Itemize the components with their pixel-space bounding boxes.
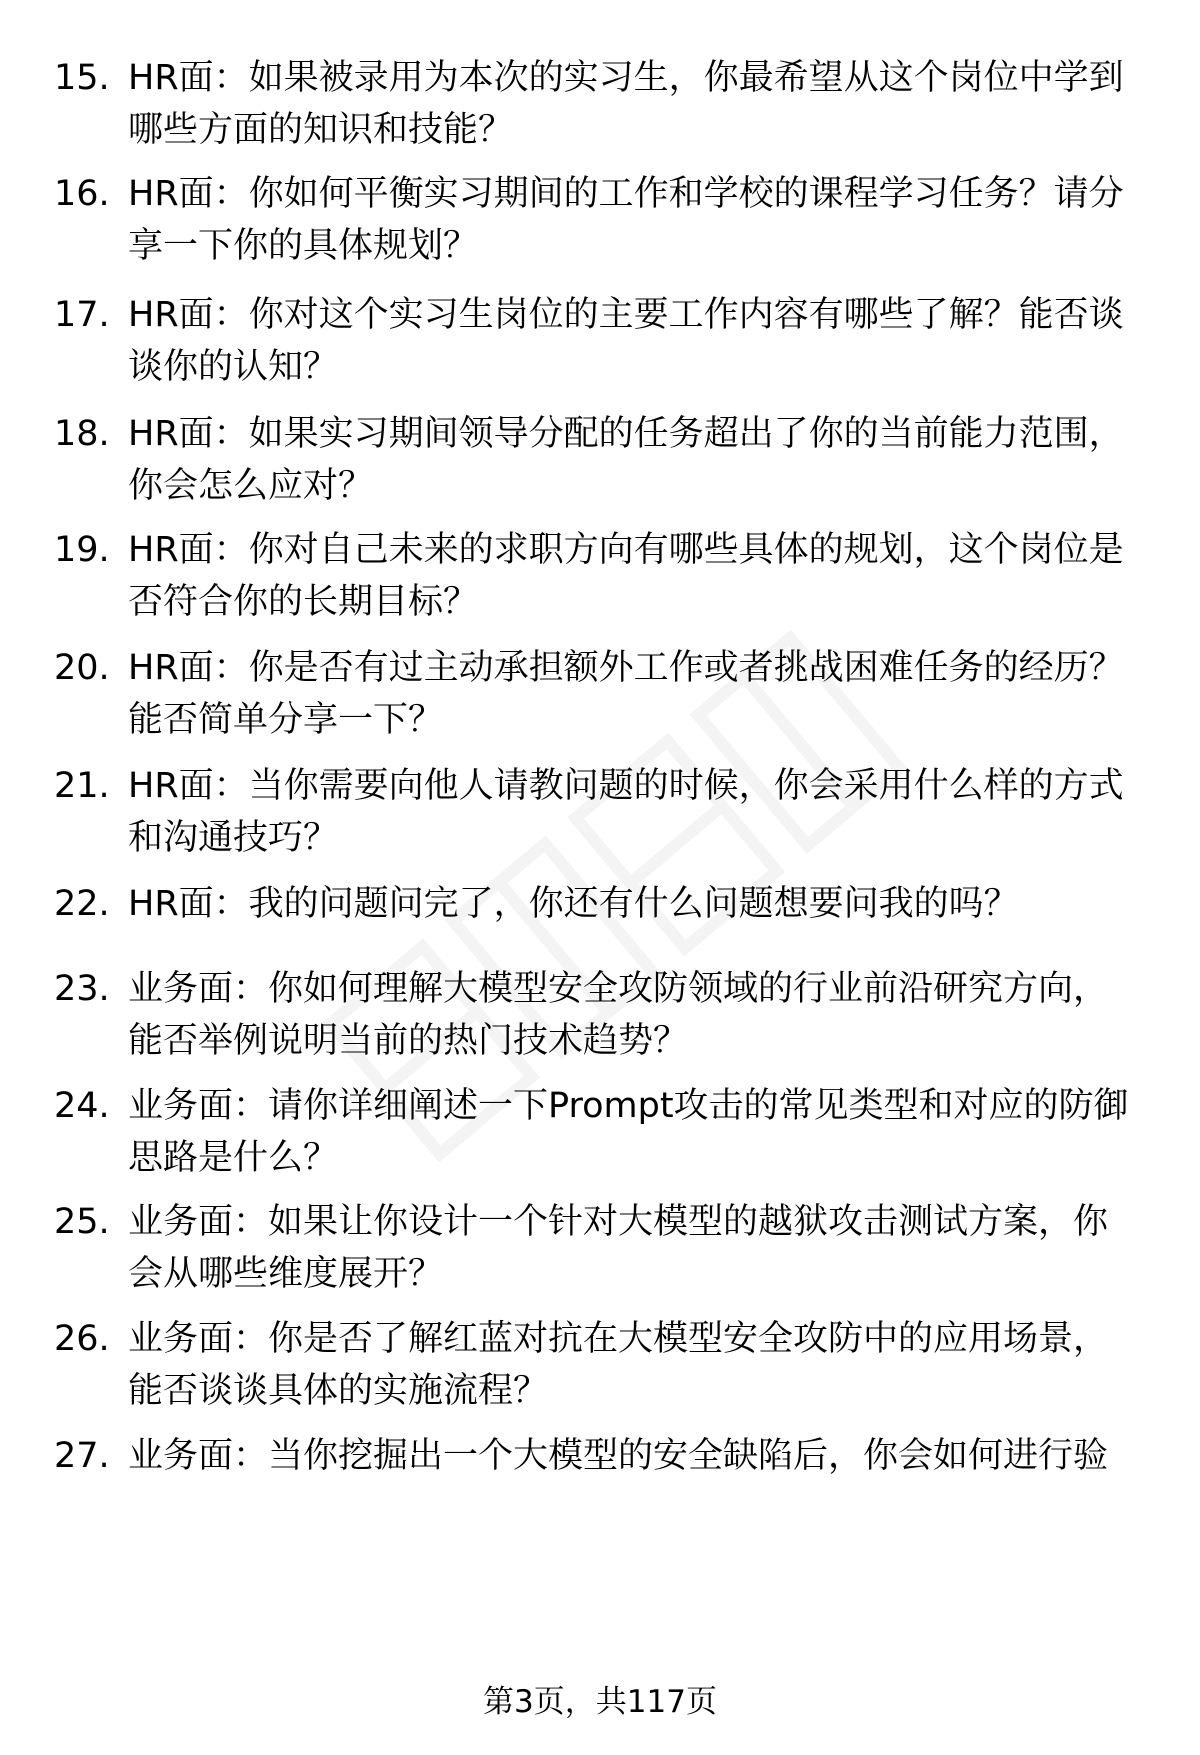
item-number: 27. (54, 1436, 110, 1476)
item-number: 19. (54, 530, 110, 570)
item-text: HR面：我的问题问完了，你还有什么问题想要问我的吗？ (128, 884, 1019, 924)
item-text: HR面：你对自己未来的求职方向有哪些具体的规划，这个岗位是 否符合你的长期目标？ (128, 530, 1124, 622)
item-text: 业务面：你是否了解红蓝对抗在大模型安全攻防中的应用场景， 能否谈谈具体的实施流程？ (128, 1319, 1109, 1411)
item-number: 25. (54, 1202, 110, 1242)
item-text: 业务面：你如何理解大模型安全攻防领域的行业前沿研究方向， 能否举例说明当前的热门技术趋势？ (128, 969, 1109, 1061)
item-number: 26. (54, 1319, 110, 1359)
item-number: 20. (54, 648, 110, 688)
item-number: 22. (54, 884, 110, 924)
item-text: HR面：当你需要向他人请教问题的时候，你会采用什么样的方式 和沟通技巧？ (128, 766, 1124, 858)
item-number: 18. (54, 414, 110, 454)
item-text: HR面：如果被录用为本次的实习生，你最希望从这个岗位中学到 哪些方面的知识和技能？ (128, 58, 1124, 150)
item-number: 17. (54, 295, 110, 335)
item-number: 21. (54, 766, 110, 806)
item-text: HR面：你是否有过主动承担额外工作或者挑战困难任务的经历？ 能否简单分享一下？ (128, 648, 1124, 740)
item-text: HR面：如果实习期间领导分配的任务超出了你的当前能力范围， 你会怎么应对？ (128, 414, 1124, 506)
item-text: HR面：你如何平衡实习期间的工作和学校的课程学习任务？请分 享一下你的具体规划？ (128, 174, 1124, 266)
item-number: 16. (54, 174, 110, 214)
item-number: 24. (54, 1086, 110, 1126)
item-number: 15. (54, 58, 110, 98)
item-text: 业务面：如果让你设计一个针对大模型的越狱攻击测试方案，你 会从哪些维度展开？ (128, 1202, 1109, 1294)
item-text: HR面：你对这个实习生岗位的主要工作内容有哪些了解？能否谈 谈你的认知？ (128, 295, 1124, 387)
item-number: 23. (54, 969, 110, 1009)
item-text: 业务面：当你挖掘出一个大模型的安全缺陷后，你会如何进行验 (128, 1436, 1109, 1476)
item-text: 业务面：请你详细阐述一下Prompt攻击的常见类型和对应的防御 思路是什么？ (128, 1086, 1129, 1178)
page-number-footer: 第3页，共117页 (483, 1684, 717, 1720)
